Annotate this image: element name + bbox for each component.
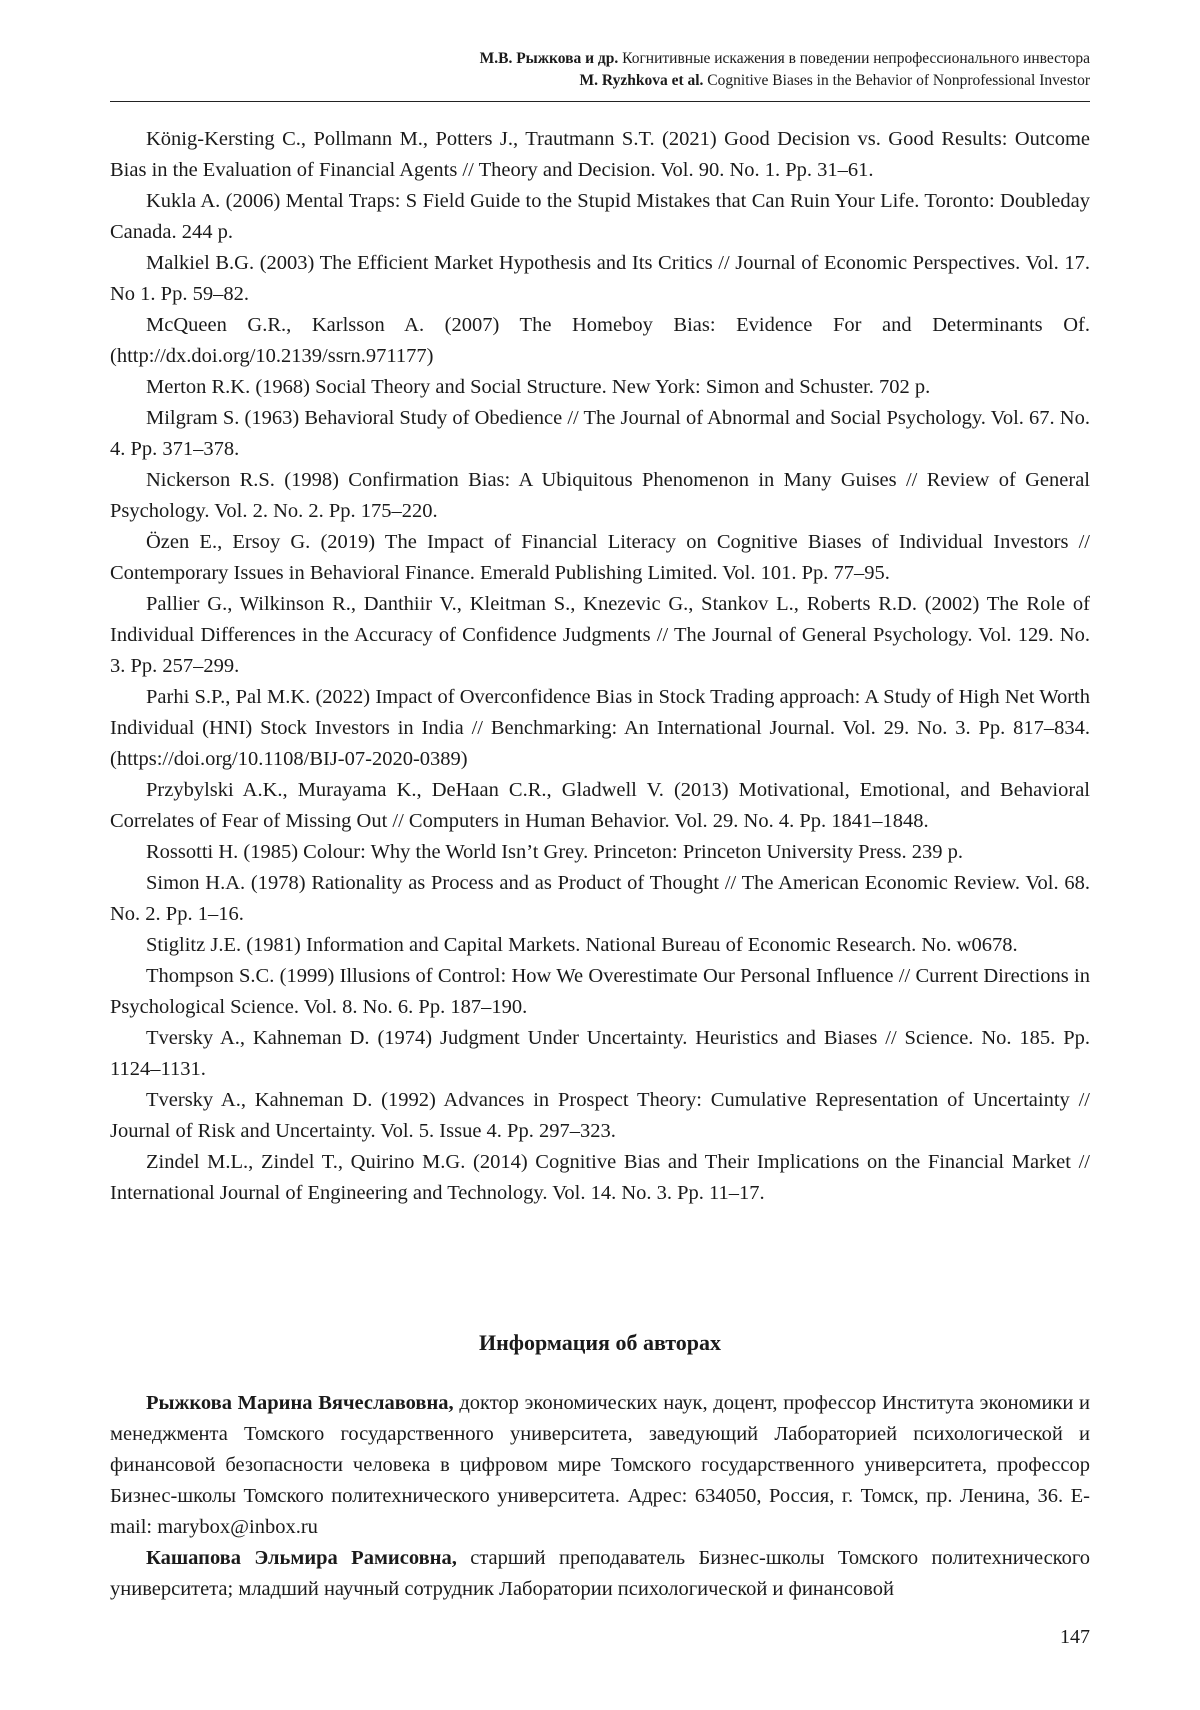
reference-list bbox=[110, 124, 1090, 1209]
header-title-ru: Когнитивные искажения в поведении непрофессионального инвестора bbox=[622, 50, 1090, 67]
reference-item: Kukla A. (2006) Mental Traps: S Field Guide to the Stupid Mistakes that Can Ruin Your Life. Toronto: Doubleday Canada. 244 p. bbox=[110, 190, 1090, 243]
author-description: старший преподаватель Бизнес-школы Томского политехнического университета; младший научный сотрудник Лаборатории психологической и финансовой bbox=[110, 1547, 1090, 1600]
reference-item: König-Kersting C., Pollmann M., Potters J., Trautmann S.T. (2021) Good Decision vs. Good Results: Outcome Bias in the Evaluation of Financial Agents // Theory and Decision. Vol. 90. No. 1. Pp. 31–61. bbox=[110, 128, 1090, 181]
author-name: Кашапова Эльмира Рамисовна, bbox=[146, 1547, 457, 1569]
author-entry bbox=[110, 1388, 1090, 1543]
header-line-en bbox=[110, 70, 1090, 92]
header-line-ru bbox=[110, 48, 1090, 70]
reference-item: Zindel M.L., Zindel T., Quirino M.G. (2014) Cognitive Bias and Their Implications on the Financial Market // International Journal of Engineering and Technology. Vol. 14. No. 3. Pp. 11–17. bbox=[110, 1151, 1090, 1204]
author-entry bbox=[110, 1543, 1090, 1605]
page-number: 147 bbox=[1060, 1626, 1090, 1648]
author-description: доктор экономических наук, доцент, профессор Института экономики и менеджмента Томского государственного университета, заведующий Лабораторией психологической и финансовой безопасности человека в цифровом мире Томского государственного университета, профессор Бизнес-школы Томского политехнического университета. Адрес: 634050, Россия, г. Томск, пр. Ленина, 36. E-mail: marybox@inbox.ru bbox=[110, 1392, 1090, 1538]
reference-item: Malkiel B.G. (2003) The Efficient Market Hypothesis and Its Critics // Journal of Economic Perspectives. Vol. 17. No 1. Pp. 59–82. bbox=[110, 252, 1090, 305]
reference-item: Parhi S.P., Pal M.K. (2022) Impact of Overconfidence Bias in Stock Trading approach: A Study of High Net Worth Individual (HNI) Stock Investors in India // Benchmarking: An International Journal. Vol. 29. No. 3. Pp. 817–834. (https://doi.org/10.1108/BIJ-07-2020-0389) bbox=[110, 686, 1090, 770]
reference-item: Tversky A., Kahneman D. (1992) Advances in Prospect Theory: Cumulative Representation of Uncertainty // Journal of Risk and Uncertainty. Vol. 5. Issue 4. Pp. 297–323. bbox=[110, 1089, 1090, 1142]
reference-item: Rossotti H. (1985) Colour: Why the World Isn’t Grey. Princeton: Princeton University Press. 239 p. bbox=[146, 841, 963, 863]
author-name: Рыжкова Марина Вячеславовна, bbox=[146, 1392, 454, 1414]
running-header bbox=[110, 48, 1090, 92]
reference-item: Stiglitz J.E. (1981) Information and Capital Markets. National Bureau of Economic Research. No. w0678. bbox=[146, 934, 1018, 956]
reference-item: Simon H.A. (1978) Rationality as Process and as Product of Thought // The American Economic Review. Vol. 68. No. 2. Pp. 1–16. bbox=[110, 872, 1090, 925]
reference-item: Thompson S.C. (1999) Illusions of Control: How We Overestimate Our Personal Influence // Current Directions in Psychological Science. Vol. 8. No. 6. Pp. 187–190. bbox=[110, 965, 1090, 1018]
reference-item: Pallier G., Wilkinson R., Danthiir V., Kleitman S., Knezevic G., Stankov L., Roberts R.D. (2002) The Role of Individual Differences in the Accuracy of Confidence Judgments // The Journal of General Psychology. Vol. 129. No. 3. Pp. 257–299. bbox=[110, 593, 1090, 677]
header-title-en: Cognitive Biases in the Behavior of Nonprofessional Investor bbox=[707, 72, 1090, 89]
header-rule bbox=[110, 101, 1090, 102]
authors-info bbox=[110, 1388, 1090, 1605]
reference-item: McQueen G.R., Karlsson A. (2007) The Homeboy Bias: Evidence For and Determinants Of. (http://dx.doi.org/10.2139/ssrn.971177) bbox=[110, 314, 1090, 367]
header-author-en: M. Ryzhkova et al. bbox=[579, 72, 704, 89]
reference-item: Merton R.K. (1968) Social Theory and Social Structure. New York: Simon and Schuster. 702 p. bbox=[146, 376, 931, 398]
header-author-ru: М.В. Рыжкова и др. bbox=[479, 50, 619, 67]
reference-item: Özen E., Ersoy G. (2019) The Impact of Financial Literacy on Cognitive Biases of Individual Investors // Contemporary Issues in Behavioral Finance. Emerald Publishing Limited. Vol. 101. Pp. 77–95. bbox=[110, 531, 1090, 584]
section-title: Информация об авторах bbox=[478, 1330, 722, 1355]
reference-item: Przybylski A.K., Murayama K., DeHaan C.R., Gladwell V. (2013) Motivational, Emotional, and Behavioral Correlates of Fear of Missing Out // Computers in Human Behavior. Vol. 29. No. 4. Pp. 1841–1848. bbox=[110, 779, 1090, 832]
reference-item: Milgram S. (1963) Behavioral Study of Obedience // The Journal of Abnormal and Social Psychology. Vol. 67. No. 4. Pp. 371–378. bbox=[110, 407, 1090, 460]
reference-item: Tversky A., Kahneman D. (1974) Judgment Under Uncertainty. Heuristics and Biases // Science. No. 185. Pp. 1124–1131. bbox=[110, 1027, 1090, 1080]
reference-item: Nickerson R.S. (1998) Confirmation Bias: A Ubiquitous Phenomenon in Many Guises // Review of General Psychology. Vol. 2. No. 2. Pp. 175–220. bbox=[110, 469, 1090, 522]
